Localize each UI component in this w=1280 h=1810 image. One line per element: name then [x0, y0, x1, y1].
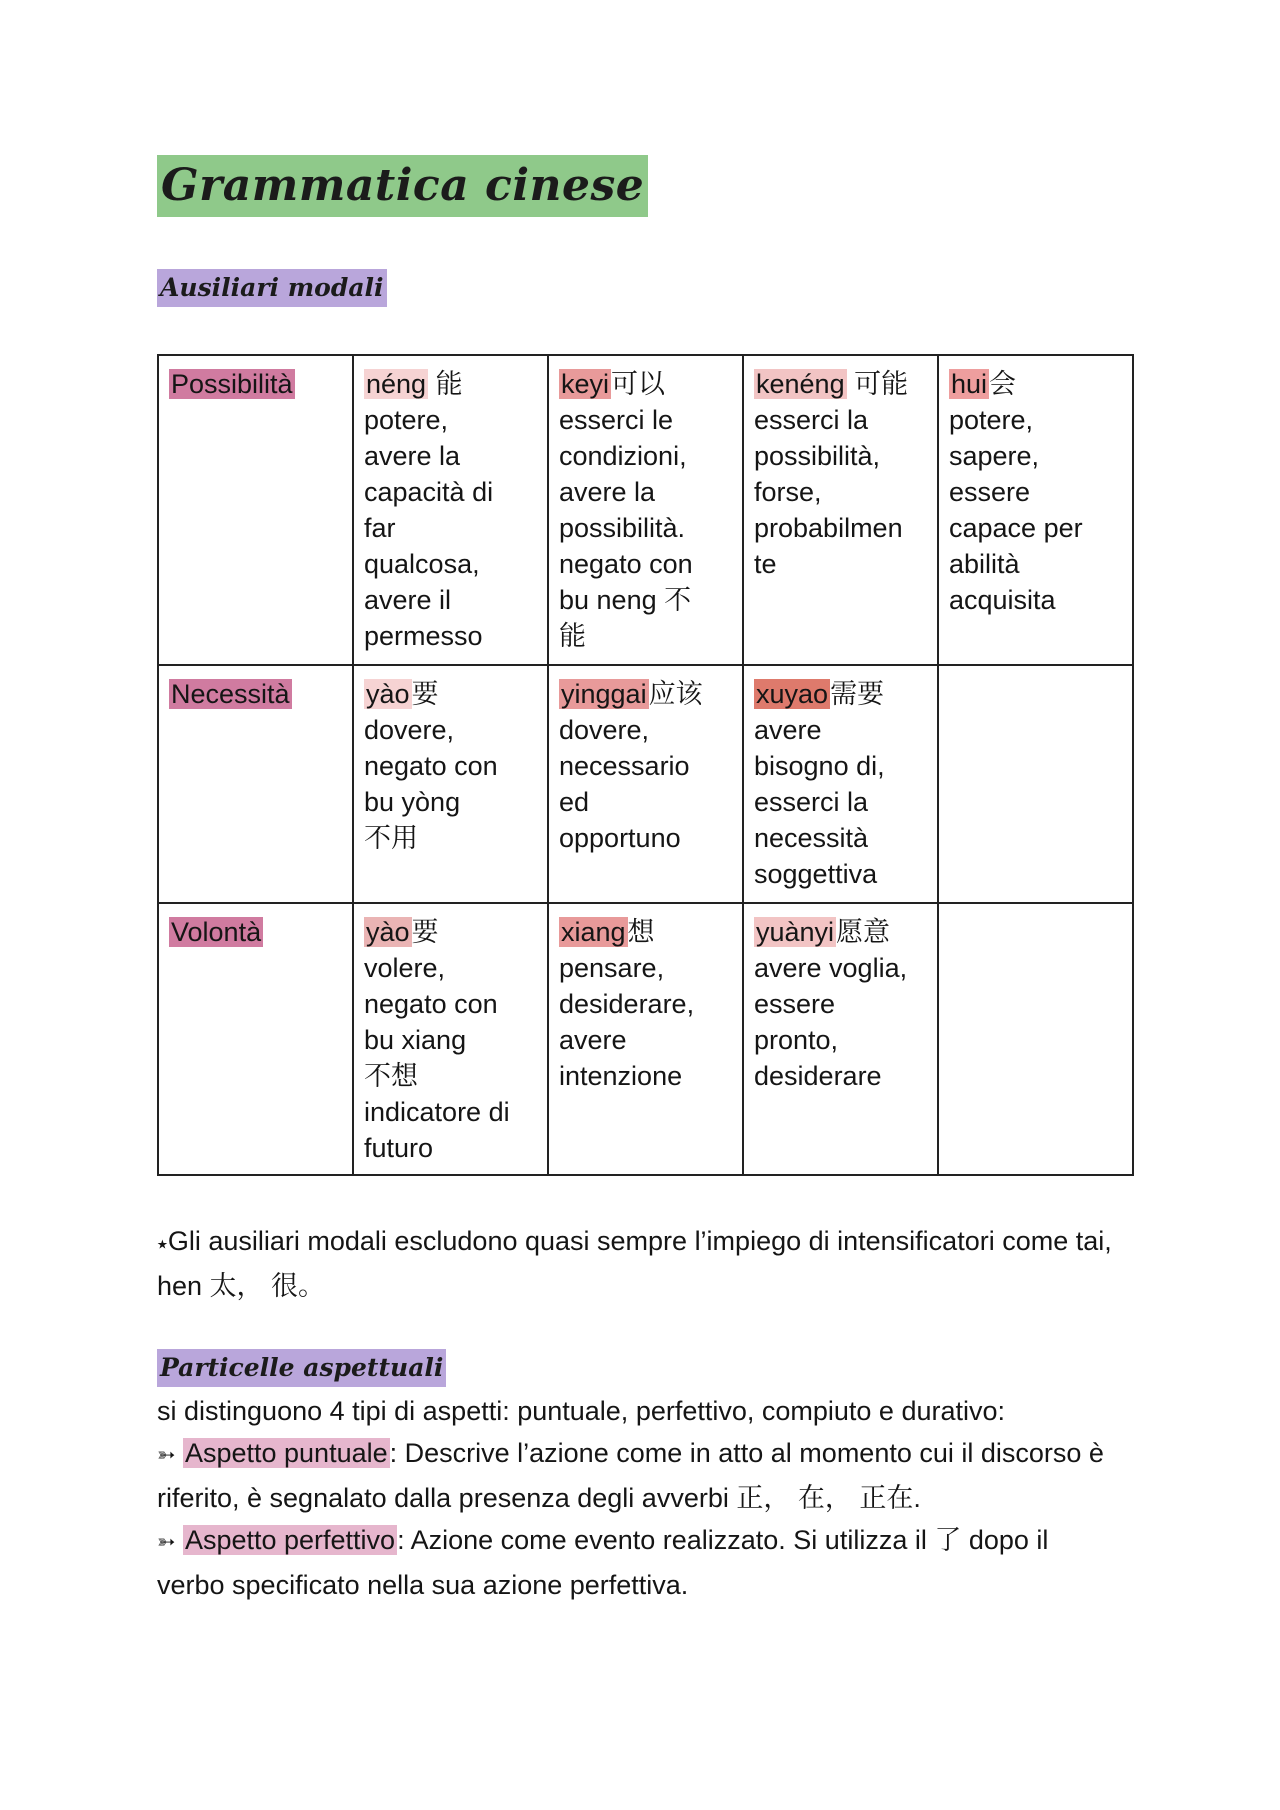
meaning-line: necessario: [559, 751, 690, 781]
row-label: Volontà: [171, 917, 262, 947]
section-heading-ausiliari: Ausiliari modali: [157, 269, 387, 307]
section-heading-particelle: Particelle aspettuali: [157, 1349, 446, 1387]
pinyin-term: kenéng: [756, 369, 845, 399]
verb-heading: [364, 914, 537, 950]
star-icon: ⭑: [157, 1233, 168, 1255]
meaning-line: potere,: [949, 405, 1034, 435]
modal-note: [157, 1220, 1117, 1307]
meaning-line: abilità: [949, 549, 1020, 579]
meaning-line: necessità: [754, 823, 869, 853]
verb-heading: [754, 914, 927, 950]
verb-heading: [364, 676, 537, 712]
meaning-line: intenzione: [559, 1061, 683, 1091]
verb-heading: [754, 676, 927, 712]
row-label: Necessità: [171, 679, 290, 709]
hanzi: 可能: [846, 369, 909, 399]
pinyin-term: xiang: [561, 917, 626, 947]
meaning-line: avere la: [559, 477, 656, 507]
hanzi: 要: [411, 917, 439, 947]
aspect-description: : Descrive l’azione come in atto al momento cui il discorso è riferito, è segnalato dalla presenza degli avverbi 正， 在， 正在.: [157, 1438, 1104, 1513]
aspect-section-body: [157, 1390, 1117, 1606]
hanzi: 可以: [611, 369, 666, 399]
pinyin-term: yuànyi: [756, 917, 835, 947]
meaning-line: avere voglia,: [754, 953, 908, 983]
meaning-line: sapere,: [949, 441, 1040, 471]
meaning-line: 不用: [364, 823, 418, 853]
verb-cell: [548, 903, 743, 1175]
verb-heading: [949, 366, 1122, 402]
hanzi: 应该: [648, 679, 703, 709]
pinyin-term: keyi: [561, 369, 610, 399]
modal-auxiliaries-table: [157, 354, 1134, 1176]
verb-heading: [559, 676, 732, 712]
aspect-term: Aspetto puntuale: [184, 1438, 388, 1468]
hanzi: 要: [411, 679, 439, 709]
meaning-line: indicatore di: [364, 1097, 510, 1127]
hanzi: 愿意: [836, 917, 891, 947]
pinyin-term: yào: [366, 679, 410, 709]
meaning-line: desiderare,: [559, 989, 695, 1019]
document-title: Grammatica cinese: [157, 155, 648, 217]
verb-heading: [754, 366, 927, 402]
hanzi: 需要: [830, 679, 885, 709]
meaning-line: esserci la: [754, 787, 869, 817]
meaning-line: pronto,: [754, 1025, 839, 1055]
verb-cell: [353, 665, 548, 903]
pinyin-term: xuyao: [756, 679, 829, 709]
meaning-line: potere,: [364, 405, 449, 435]
meaning-line: dovere,: [364, 715, 455, 745]
verb-heading: [559, 914, 732, 950]
meaning-line: futuro: [364, 1133, 434, 1163]
meaning-line: negato con: [364, 989, 498, 1019]
aspect-intro: si distinguono 4 tipi di aspetti: puntuale, perfettivo, compiuto e durativo:: [157, 1396, 1006, 1426]
meaning-line: avere la: [364, 441, 461, 471]
meaning-line: ed: [559, 787, 590, 817]
verb-cell: [938, 355, 1133, 665]
verb-cell: [743, 665, 938, 903]
row-label: Possibilità: [171, 369, 293, 399]
hanzi: 能: [428, 369, 463, 399]
meaning-line: pensare,: [559, 953, 665, 983]
meaning-line: esserci le: [559, 405, 674, 435]
verb-cell: [938, 665, 1133, 903]
verb-cell: [743, 903, 938, 1175]
meaning-line: esserci la: [754, 405, 869, 435]
table-row: [158, 355, 1133, 665]
pinyin-term: néng: [366, 369, 427, 399]
meaning-line: probabilmen: [754, 513, 903, 543]
meaning-line: 能: [559, 621, 586, 651]
aspect-item-puntuale: [157, 1432, 1117, 1519]
meaning-line: negato con: [559, 549, 693, 579]
verb-heading: [364, 366, 537, 402]
meaning-line: soggettiva: [754, 859, 878, 889]
meaning-line: possibilità.: [559, 513, 686, 543]
meaning-line: bu neng 不: [559, 585, 692, 615]
meaning-line: essere: [949, 477, 1031, 507]
row-label-cell: [158, 903, 353, 1175]
arrow-icon: ➳: [157, 1443, 176, 1468]
meaning-line: 不想: [364, 1061, 418, 1091]
meaning-line: dovere,: [559, 715, 650, 745]
meaning-line: bu yòng: [364, 787, 461, 817]
verb-cell: [548, 665, 743, 903]
verb-cell: [938, 903, 1133, 1175]
pinyin-term: yinggai: [561, 679, 647, 709]
meaning-line: permesso: [364, 621, 483, 651]
meaning-line: forse,: [754, 477, 822, 507]
verb-cell: [548, 355, 743, 665]
hanzi: 想: [627, 917, 655, 947]
aspect-description: : Azione come evento realizzato. Si utilizza il 了 dopo il verbo specificato nella sua azione perfettiva.: [157, 1525, 1049, 1600]
aspect-term: Aspetto perfettivo: [184, 1525, 396, 1555]
meaning-line: possibilità,: [754, 441, 881, 471]
meaning-line: far: [364, 513, 396, 543]
pinyin-term: hui: [951, 369, 988, 399]
meaning-line: avere: [559, 1025, 627, 1055]
row-label-cell: [158, 355, 353, 665]
modal-note-text: Gli ausiliari modali escludono quasi sempre l’impiego di intensificatori come tai, hen 太， 很。: [157, 1226, 1112, 1301]
meaning-line: opportuno: [559, 823, 681, 853]
meaning-line: avere: [754, 715, 822, 745]
meaning-line: essere: [754, 989, 836, 1019]
meaning-line: negato con: [364, 751, 498, 781]
verb-cell: [353, 355, 548, 665]
pinyin-term: yào: [366, 917, 410, 947]
verb-cell: [743, 355, 938, 665]
meaning-line: volere,: [364, 953, 446, 983]
meaning-line: avere il: [364, 585, 452, 615]
table-row: [158, 903, 1133, 1175]
meaning-line: bisogno di,: [754, 751, 885, 781]
arrow-icon: ➳: [157, 1530, 176, 1555]
meaning-line: te: [754, 549, 777, 579]
meaning-line: acquisita: [949, 585, 1056, 615]
hanzi: 会: [989, 369, 1017, 399]
meaning-line: bu xiang: [364, 1025, 467, 1055]
verb-heading: [559, 366, 732, 402]
row-label-cell: [158, 665, 353, 903]
meaning-line: qualcosa,: [364, 549, 480, 579]
verb-cell: [353, 903, 548, 1175]
meaning-line: desiderare: [754, 1061, 882, 1091]
meaning-line: condizioni,: [559, 441, 687, 471]
aspect-item-perfettivo: [157, 1519, 1117, 1606]
table-row: [158, 665, 1133, 903]
meaning-line: capacità di: [364, 477, 494, 507]
meaning-line: capace per: [949, 513, 1083, 543]
